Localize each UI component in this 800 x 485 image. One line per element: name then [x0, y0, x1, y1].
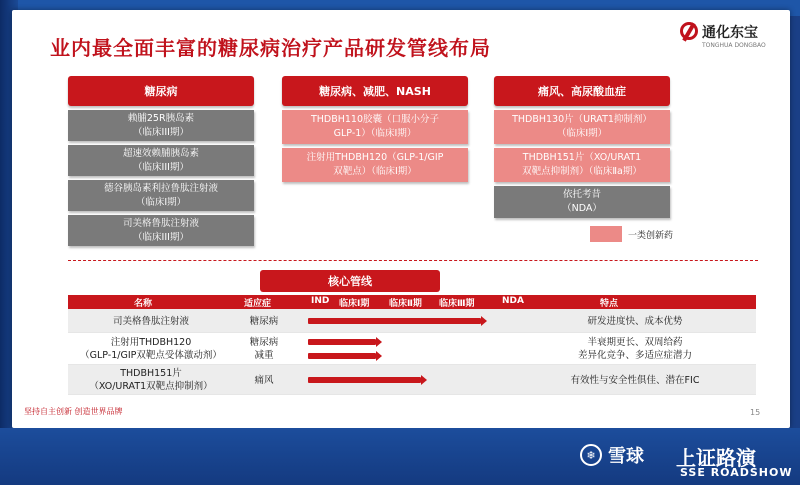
- pipeline-item: [68, 145, 254, 176]
- header-ind: IND: [311, 296, 330, 306]
- item-line1: THDBH130片（URAT1抑制剂）: [512, 114, 652, 125]
- item-line1: 依托考昔: [562, 189, 601, 200]
- header-phase2: 临床Ⅱ期: [389, 299, 422, 309]
- column-header: 痛风、高尿酸血症: [494, 76, 670, 106]
- row-features: 研发进度快、成本优势: [587, 316, 683, 327]
- header-phase3: 临床Ⅲ期: [439, 299, 475, 309]
- item-line1: 司美格鲁肽注射液: [122, 217, 199, 229]
- pipeline-item: [494, 186, 670, 218]
- row-indication: 痛风: [254, 375, 274, 386]
- item-line2: （临床III期）: [133, 126, 189, 138]
- legend-label: 一类创新药: [628, 231, 674, 241]
- page-number: 15: [750, 408, 761, 417]
- item-line2: （NDA）: [562, 203, 602, 214]
- sse-roadshow-en: SSE ROADSHOW: [680, 466, 793, 479]
- item-line2: 双靶点抑制剂）（临床Ⅱa期）: [522, 166, 642, 177]
- core-pipeline-table: [68, 295, 756, 395]
- item-line2: （临床III期）: [133, 161, 189, 173]
- core-pipeline-title: 核心管线: [260, 270, 440, 292]
- pipeline-item: [68, 110, 254, 141]
- column-gout: [494, 76, 670, 218]
- logo-mark-icon: [680, 22, 698, 40]
- row-name: 司美格鲁肽注射液: [112, 316, 189, 327]
- progress-bar: [308, 353, 376, 359]
- row-features-2: 差异化竞争、多适应症潜力: [577, 350, 692, 361]
- logo-subtitle: TONGHUA DONGBAO: [702, 42, 766, 49]
- column-header: 糖尿病、减肥、NASH: [282, 76, 468, 106]
- row-name: THDBH151片: [120, 368, 182, 379]
- row-name: 注射用THDBH120: [110, 337, 192, 348]
- row-indication: 糖尿病: [249, 337, 279, 348]
- presentation-slide: [12, 10, 790, 428]
- row-name-sub: （GLP-1/GIP双靶点受体激动剂）: [80, 350, 222, 361]
- company-logo: [680, 20, 782, 56]
- header-indication: 适应症: [244, 299, 272, 309]
- item-line1: 超速效赖脯胰岛素: [122, 147, 199, 159]
- header-phase1: 临床Ⅰ期: [339, 299, 370, 309]
- item-line1: THDBH110胶囊（口服小分子: [310, 114, 440, 125]
- pipeline-item: [68, 215, 254, 246]
- item-line1: 注射用THDBH120（GLP-1/GIP: [306, 152, 444, 163]
- sse-roadshow-logo: 上证路演: [676, 446, 756, 470]
- section-divider: [68, 260, 758, 261]
- pipeline-item: [494, 148, 670, 182]
- column-diabetes: [68, 76, 254, 246]
- item-line1: 德谷胰岛素利拉鲁肽注射液: [103, 182, 218, 194]
- item-line2: GLP-1）（临床Ⅰ期）: [333, 128, 417, 139]
- item-line1: 赖脯25R胰岛素: [127, 112, 195, 124]
- legend-swatch: [590, 226, 622, 242]
- table-row: [68, 365, 756, 395]
- table-header: [68, 295, 756, 309]
- progress-bar: [308, 318, 481, 324]
- header-features: 特点: [600, 299, 619, 309]
- xueqiu-logo-icon: ❄: [580, 444, 602, 466]
- item-line2: （临床III期）: [133, 231, 189, 243]
- header-name: 名称: [134, 299, 153, 309]
- header-nda: NDA: [502, 296, 524, 306]
- pipeline-item: [282, 110, 468, 144]
- row-name-sub: （XO/URAT1双靶点抑制剂）: [89, 381, 213, 392]
- row-features: 有效性与安全性俱佳、潜在FIC: [570, 375, 700, 386]
- pipeline-item: [68, 180, 254, 211]
- item-line2: （临床Ⅰ期）: [556, 128, 608, 139]
- progress-bar: [308, 377, 421, 383]
- pipeline-item: [494, 110, 670, 144]
- table-row: [68, 333, 756, 365]
- column-header: 糖尿病: [68, 76, 254, 106]
- item-line2: （临床Ⅰ期）: [135, 196, 187, 208]
- pipeline-item: [282, 148, 468, 182]
- row-features: 半衰期更长、双周给药: [587, 337, 683, 348]
- item-line1: THDBH151片（XO/URAT1: [522, 152, 642, 163]
- row-indication-2: 减重: [254, 350, 274, 361]
- slogan: 坚持自主创新 创造世界品牌: [24, 407, 123, 416]
- item-line2: 双靶点）（临床Ⅰ期）: [333, 166, 417, 177]
- column-diabetes-obesity-nash: [282, 76, 468, 182]
- xueqiu-watermark: [580, 442, 644, 468]
- slide-title: 业内最全面丰富的糖尿病治疗产品研发管线布局: [50, 36, 491, 60]
- progress-bar: [308, 339, 376, 345]
- row-indication: 糖尿病: [249, 316, 279, 327]
- table-row: [68, 309, 756, 333]
- logo-name: 通化东宝: [702, 25, 758, 41]
- xueqiu-text: 雪球: [608, 446, 644, 467]
